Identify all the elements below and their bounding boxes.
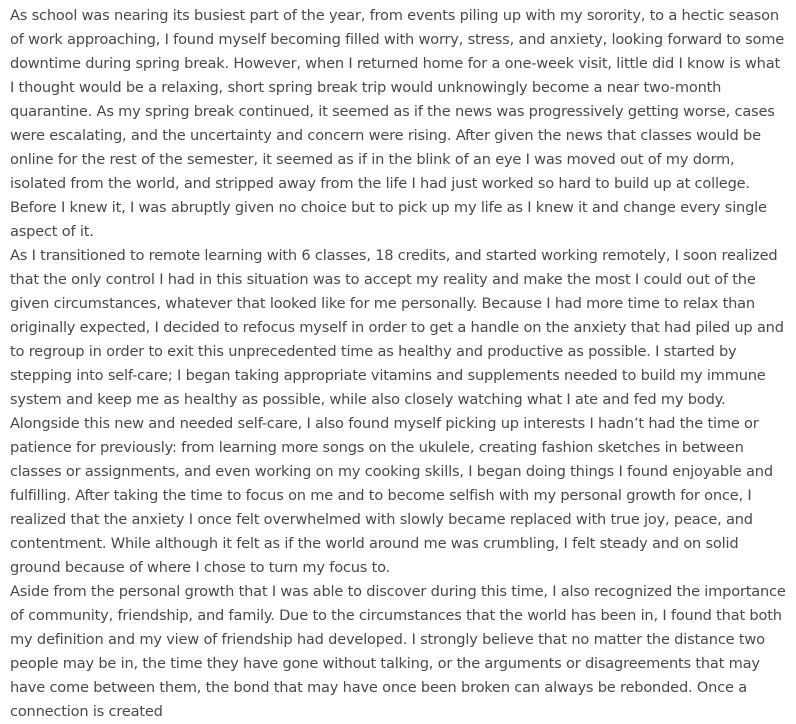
- paragraph-remote-learning: As I transitioned to remote learning with 6 classes, 18 credits, and started working remotely, I soon realized that the only control I had in this situation was to accept my reality and make the most I could out of the given circumstances, whatever that looked like for me personally. Because I had more time to relax than originally expected, I decided to refocus myself in order to get a handle on the anxiety that had piled up and to regroup in order to exit this unprecedented time as healthy and productive as possible. I started by stepping into self-care; I began taking appropriate vitamins and supplements needed to build my immune system and keep me as healthy as possible, while also closely watching what I ate and fed my body. Alongside this new and needed self-care, I also found myself picking up interests I hadn’t had the time or patience for previously: from learning more songs on the ukulele, creating fashion sketches in between classes or assignments, and even working on my cooking skills, I began doing things I found enjoyable and fulfilling. After taking the time to focus on me and to become selfish with my personal growth for once, I realized that the anxiety I once felt overwhelmed with slowly became replaced with true joy, peace, and contentment. While although it felt as if the world around me was crumbling, I felt steady and on solid ground because of where I chose to turn my focus to.: [10, 247, 784, 576]
- essay-body: [10, 4, 786, 724]
- paragraph-spring-break: As school was nearing its busiest part of the year, from events piling up with my sorority, to a hectic season of work approaching, I found myself becoming filled with worry, stress, and anxiety, looking forward to some downtime during spring break. However, when I returned home for a one-week visit, little did I know is what I thought would be a relaxing, short spring break trip would unknowingly become a near two-month quarantine. As my spring break continued, it seemed as if the news was progressively getting worse, cases were escalating, and the uncertainty and concern were rising. After given the news that classes would be online for the rest of the semester, it seemed as if in the blink of an eye I was moved out of my dorm, isolated from the world, and stripped away from the life I had just worked so hard to build up at college. Before I knew it, I was abruptly given no choice but to pick up my life as I knew it and change every single aspect of it.: [10, 7, 785, 240]
- paragraph-friendship: Aside from the personal growth that I was able to discover during this time, I also recognized the importance of community, friendship, and family. Due to the circumstances that the world has been in, I found that both my definition and my view of friendship had developed. I strongly believe that no matter the distance two people may be in, the time they have gone without talking, or the arguments or disagreements that may have come between them, the bond that may have once been broken can always be rebonded. Once a connection is created: [10, 583, 786, 720]
